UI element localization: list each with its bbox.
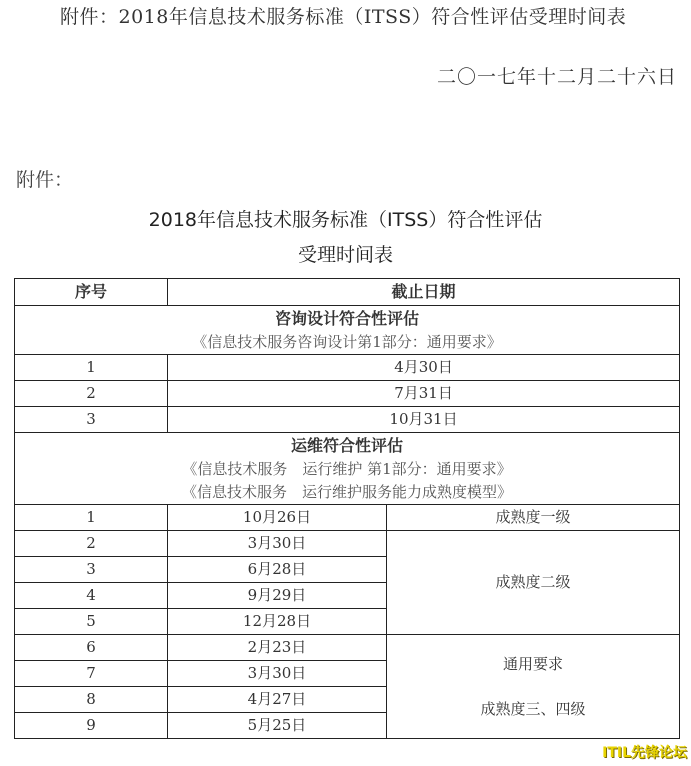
- row-serial: 5: [15, 609, 168, 635]
- row-deadline: 7月31日: [168, 381, 680, 407]
- operations-standard-2: 《信息技术服务 运行维护服务能力成熟度模型》: [182, 483, 513, 501]
- operations-section-cell: [15, 433, 680, 505]
- maturity-level-3-4: 成熟度三、四级: [480, 699, 586, 718]
- row-serial: 2: [15, 381, 168, 407]
- consulting-section-title: 咨询设计符合性评估: [275, 309, 420, 328]
- row-serial: 4: [15, 583, 168, 609]
- row-serial: 3: [15, 407, 168, 433]
- header-deadline: 截止日期: [168, 279, 680, 306]
- header-serial: 序号: [15, 279, 168, 306]
- attachment-label: 附件：: [16, 169, 74, 191]
- operations-section-row: [15, 433, 680, 505]
- table-row: [15, 505, 680, 531]
- row-deadline: 3月30日: [168, 661, 387, 687]
- row-deadline: 4月30日: [168, 355, 680, 381]
- document-subtitle: 受理时间表: [297, 244, 393, 266]
- issue-date: 二〇一七年十二月二十六日: [436, 66, 677, 88]
- row-deadline: 5月25日: [168, 713, 387, 739]
- consulting-standard: 《信息技术服务咨询设计第1部分：通用要求》: [192, 333, 502, 351]
- table-row: [15, 407, 680, 433]
- row-serial: 6: [15, 635, 168, 661]
- maturity-level-2: 成熟度二级: [387, 531, 680, 635]
- maturity-general-cell: [387, 635, 680, 739]
- row-serial: 3: [15, 557, 168, 583]
- consulting-section-row: [15, 306, 680, 355]
- forum-watermark: ITIL先锋论坛: [602, 745, 687, 761]
- row-deadline: 2月23日: [168, 635, 387, 661]
- operations-standard-1: 《信息技术服务 运行维护 第1部分：通用要求》: [182, 460, 512, 478]
- operations-section-title: 运维符合性评估: [291, 436, 404, 455]
- row-deadline: 3月30日: [168, 531, 387, 557]
- table-row: [15, 381, 680, 407]
- table-row: [15, 355, 680, 381]
- table-row: [15, 635, 680, 661]
- maturity-level-1: 成熟度一级: [387, 505, 680, 531]
- page-caption: 附件：2018年信息技术服务标准（ITSS）符合性评估受理时间表: [60, 6, 627, 28]
- row-serial: 8: [15, 687, 168, 713]
- row-deadline: 4月27日: [168, 687, 387, 713]
- row-deadline: 10月26日: [168, 505, 387, 531]
- schedule-table: [14, 278, 680, 739]
- row-serial: 9: [15, 713, 168, 739]
- row-serial: 1: [15, 505, 168, 531]
- table-row: [15, 531, 680, 557]
- row-deadline: 10月31日: [168, 407, 680, 433]
- document-title: 2018年信息技术服务标准（ITSS）符合性评估: [148, 209, 543, 231]
- row-deadline: 9月29日: [168, 583, 387, 609]
- consulting-section-cell: [15, 306, 680, 355]
- row-serial: 7: [15, 661, 168, 687]
- row-serial: 1: [15, 355, 168, 381]
- row-deadline: 6月28日: [168, 557, 387, 583]
- row-serial: 2: [15, 531, 168, 557]
- row-deadline: 12月28日: [168, 609, 387, 635]
- general-requirements-label: 通用要求: [503, 655, 564, 673]
- table-header-row: [15, 279, 680, 306]
